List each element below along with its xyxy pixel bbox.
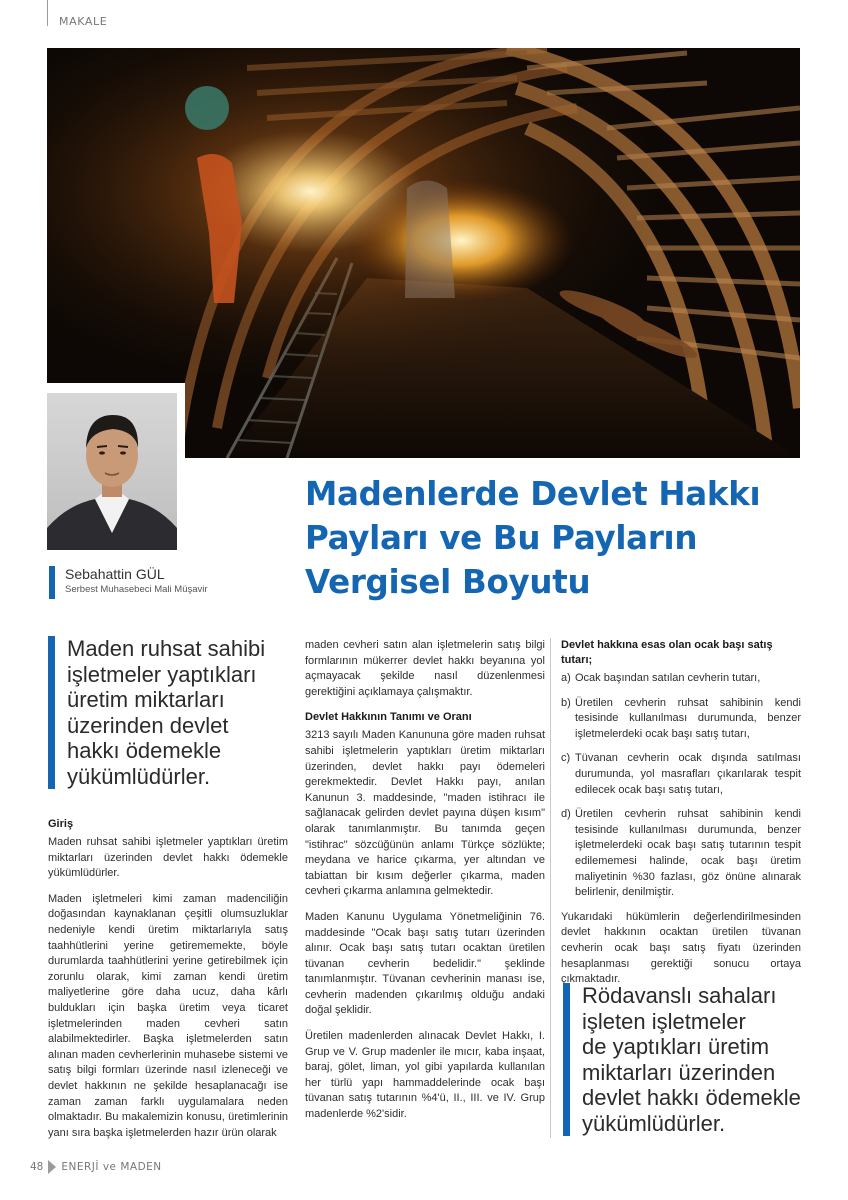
paragraph: Maden Kanunu Uygulama Yönetmeliğinin 76. maddesinde "Ocak başı satış tutarı üzerinden alınır. Ocak başı satış tutarı ocaktan üretilen tüvanan cevherin bedelidir." şeklinde tanımlanmıştır. Tüvanan cevherinin manası ise, cevherin madenden çıkarılmış olduğu andaki doğal şeklidir. — [305, 910, 545, 1017]
page-number: 48 — [30, 1161, 44, 1173]
article-title — [305, 472, 805, 604]
title-line: Payları ve Bu Payların — [305, 519, 698, 557]
author-name: Sebahattin GÜL — [65, 566, 165, 582]
list-text: Üretilen cevherin ruhsat sahibinin kendi tesisinde kullanılması durumunda, benzer işletmelerdeki ocak başı satış tutarı, — [575, 696, 801, 740]
pull-quote-line: yükümlüdürler. — [582, 1110, 726, 1136]
heading-intro: Giriş — [48, 818, 74, 830]
paragraph: maden cevheri satın alan işletmelerin satış bilgi formlarının mükerrer devlet hakkı beyanına yol açmayacak şekilde nasıl düzenlenmesi gerektiğini açıklamaya çalışmaktır. — [305, 639, 545, 698]
heading-definition: Devlet Hakkının Tanımı ve Oranı — [305, 711, 472, 724]
author-title: Serbest Muhasebeci Mali Müşavir — [65, 584, 208, 595]
arrow-right-icon — [48, 1160, 56, 1174]
pull-quote-line: devlet hakkı ödemekle — [582, 1085, 801, 1110]
list-item — [561, 807, 801, 901]
list-text: Üretilen cevherin ruhsat sahibinin kendi tesisinde kullanılması durumunda, benzer işletmelerdeki ocak başı satış tutarının tespit edilememesi halinde, ocak başı üretim maliyetinin %30 fazlası, göz önüne alınarak belirlenir, denilmiştir. — [575, 808, 801, 899]
heading-sales-amount: Devlet hakkına esas olan ocak başı satış tutarı; — [561, 639, 773, 666]
pull-quote-line: Maden ruhsat sahibi — [67, 636, 266, 661]
paragraph: Maden işletmeleri kimi zaman madenciliğin doğasından kaynaklanan çeşitli olumsuzluklar nedeniyle kendi üretim miktarlarıyla satış taahhütlerini yerine getirememekte, böyle durumlarda taahhütlerini yerine getirebilmek için zorunlu olarak, kimi zaman kendi üretim maliyetlerine göre daha ucuz, daha kârlı buldukları için başka üretim veya ticaret işletmelerinden maden cevheri satın alabilmektedirler. Başka işletmelerden satın alınan maden cevherlerinin muhasebe sistemi ve satış bilgi formları üzerinde nasıl izleneceği ve devlet hakkının ne şekilde hesaplanacağı ise zaman zaman farklı uygulamalara neden olmaktadır. Bu makalemizin konusu, üretimlerinin yanı sıra başka işletmelerden hazır ürün olarak — [48, 892, 288, 1139]
pull-quote-line: yükümlüdürler. — [67, 763, 211, 789]
column-2 — [305, 638, 545, 1133]
pull-quote-line: işletmeler yaptıkları — [67, 661, 257, 687]
page-footer — [30, 1158, 162, 1176]
author-portrait — [47, 393, 177, 550]
list-letter: d) — [561, 808, 571, 821]
list-text: Ocak başından satılan cevherin tutarı, — [575, 672, 761, 684]
list-item — [561, 751, 801, 798]
pull-quote-1 — [48, 636, 288, 789]
paragraph: 3213 sayılı Maden Kanununa göre maden ruhsat sahibi işletmelerin yaptıkları üretim miktarları üzerinden, devlet hakkı payı ödemeleri gerekmektedir. Devlet Hakkı payı, anılan Kanunun 3. maddesinde, "maden istihracı ile sağlanacak gelirden devlet payına düşen kısım" olarak tanımlanmıştır. Bu tanımda geçen "istihrac" sözcüğünün anlamı Türkçe sözlükte; meydana ve harice çıkarma, yer altından ve tabiattan bir kısım değerler çıkarma, maden cevheri çıkarma anlamına gelmektedir. — [305, 729, 545, 898]
list-item — [561, 671, 801, 687]
pull-quote-line: miktarları üzerinden — [582, 1059, 776, 1085]
column-1 — [48, 817, 288, 1151]
paragraph: Üretilen madenlerden alınacak Devlet Hakkı, I. Grup ve V. Grup madenler ile mıcır, kaba inşaat, baraj, gölet, liman, yol gibi yapılarda kullanılan her türlü yapı hammaddelerinde ocak başı tüvanan satış tutarının %4'ü, II., III. ve IV. Grup madenlerde %2'sidir. — [305, 1030, 545, 1121]
section-label: MAKALE — [59, 15, 108, 28]
pull-quote-line: üretim miktarları — [67, 687, 225, 712]
list-text: Tüvanan cevherin ocak dışında satılması durumunda, yol masrafları çıkarılarak tespit edilecek ocak başı satış tutarı, — [575, 752, 801, 796]
title-line: Vergisel Boyutu — [305, 563, 591, 601]
pull-quote-line: de yaptıkları üretim — [582, 1034, 770, 1059]
paragraph: Maden ruhsat sahibi işletmeler yaptıkları üretim miktarları üzerinden devlet hakkı ödemekle yükümlüdürler. — [48, 836, 288, 880]
column-3 — [561, 638, 801, 998]
paragraph: Yukarıdaki hükümlerin değerlendirilmesinden devlet hakkının ocaktan üretilen tüvanan cevherin ocak başı satış fiyatı üzerinden hesaplanması gerektiği sonucu ortaya çıkmaktadır. — [561, 910, 801, 986]
list-letter: a) — [561, 672, 571, 684]
portrait-illustration — [47, 393, 177, 550]
header-divider — [47, 0, 48, 26]
title-line: Madenlerde Devlet Hakkı — [305, 475, 761, 513]
pull-quote-line: üzerinden devlet — [67, 712, 229, 738]
author-photo-frame — [39, 383, 185, 558]
list-letter: b) — [561, 696, 571, 709]
list-item — [561, 696, 801, 743]
column-divider — [550, 638, 551, 1138]
list-letter: c) — [561, 752, 571, 765]
author-block — [49, 566, 208, 599]
pull-quote-line: Rödavanslı sahaları — [582, 983, 777, 1008]
pull-quote-2 — [563, 983, 813, 1136]
pull-quote-line: işleten işletmeler — [582, 1008, 746, 1034]
publication-name: ENERJİ ve MADEN — [61, 1161, 162, 1173]
pull-quote-line: hakkı ödemekle — [67, 738, 222, 763]
